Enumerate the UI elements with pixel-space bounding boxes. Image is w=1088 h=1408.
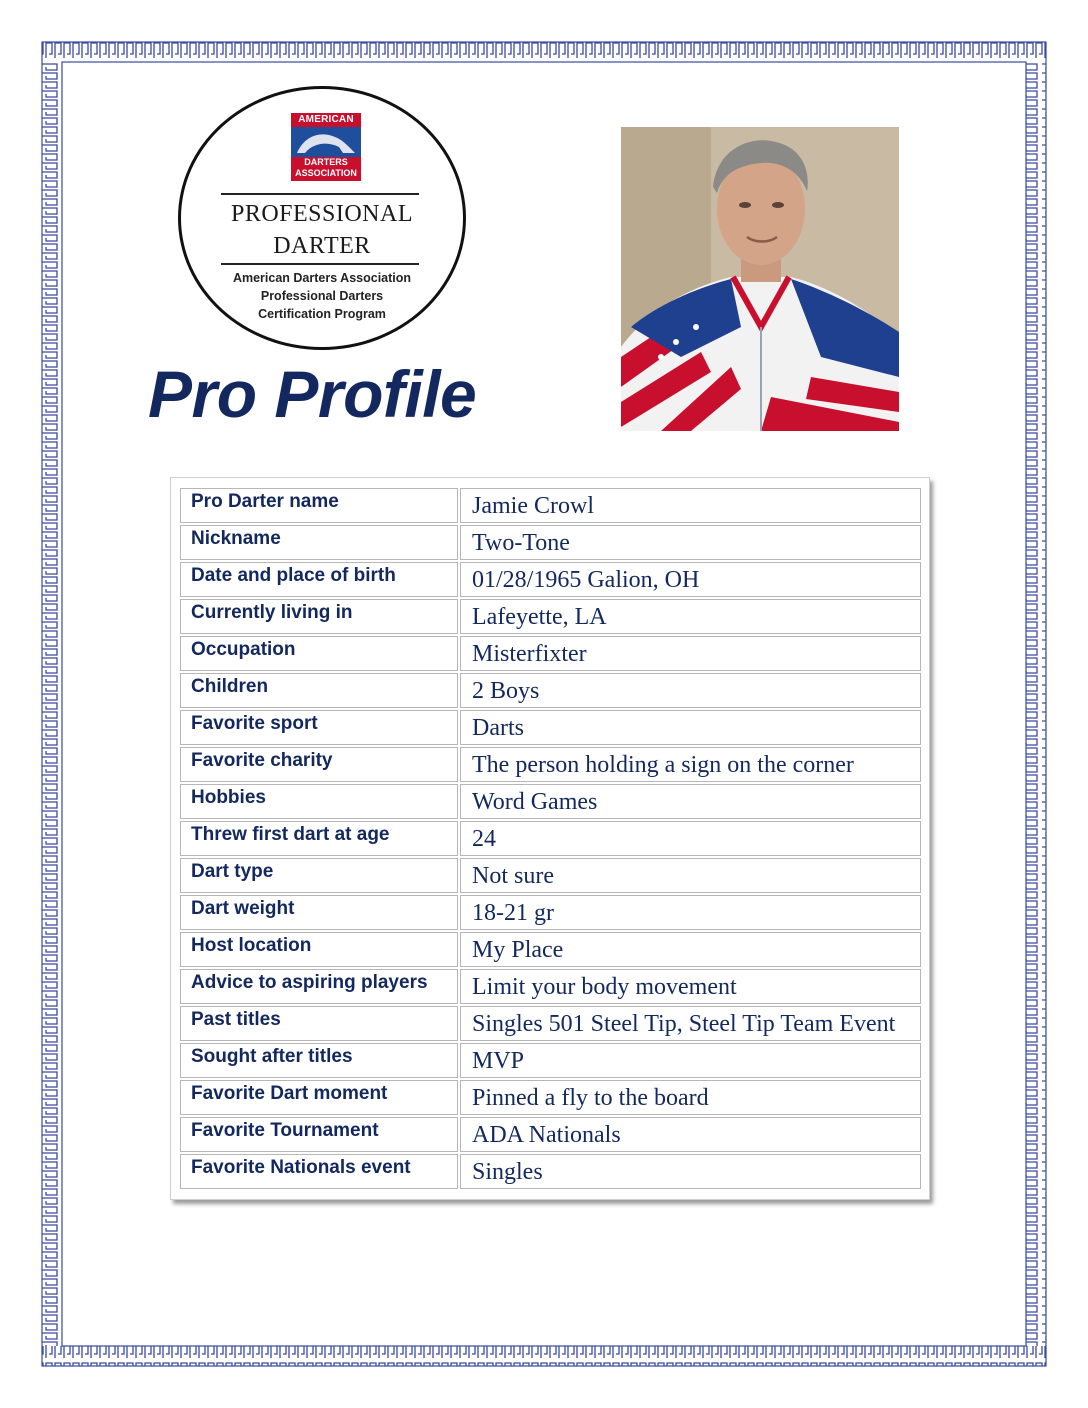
field-label: Favorite Tournament bbox=[180, 1117, 458, 1152]
field-label: Date and place of birth bbox=[180, 562, 458, 597]
table-row bbox=[180, 895, 921, 930]
field-label: Occupation bbox=[180, 636, 458, 671]
table-row bbox=[180, 1006, 921, 1041]
field-value: 01/28/1965 Galion, OH bbox=[460, 562, 921, 597]
table-row bbox=[180, 562, 921, 597]
field-value: My Place bbox=[460, 932, 921, 967]
page-title: Pro Profile bbox=[148, 357, 477, 431]
logo-bottom-text bbox=[291, 157, 361, 181]
field-value: Singles bbox=[460, 1154, 921, 1189]
field-label: Host location bbox=[180, 932, 458, 967]
table-row bbox=[180, 821, 921, 856]
table-row bbox=[180, 1117, 921, 1152]
badge-subtitle-2: Professional Darters bbox=[260, 289, 384, 303]
table-row bbox=[180, 525, 921, 560]
table-row bbox=[180, 599, 921, 634]
table-row bbox=[180, 969, 921, 1004]
table-row bbox=[180, 488, 921, 523]
field-value: MVP bbox=[460, 1043, 921, 1078]
professional-darter-badge bbox=[178, 86, 466, 350]
field-value: Word Games bbox=[460, 784, 921, 819]
field-label: Pro Darter name bbox=[180, 488, 458, 523]
field-label: Sought after titles bbox=[180, 1043, 458, 1078]
field-label: Dart type bbox=[180, 858, 458, 893]
logo-darters-text: DARTERS bbox=[304, 157, 348, 167]
field-value: Pinned a fly to the board bbox=[460, 1080, 921, 1115]
field-value: 18-21 gr bbox=[460, 895, 921, 930]
field-label: Dart weight bbox=[180, 895, 458, 930]
table-row bbox=[180, 747, 921, 782]
profile-table bbox=[170, 477, 930, 1200]
field-label: Favorite Dart moment bbox=[180, 1080, 458, 1115]
field-value: Misterfixter bbox=[460, 636, 921, 671]
field-value: Singles 501 Steel Tip, Steel Tip Team Event bbox=[460, 1006, 921, 1041]
field-value: Not sure bbox=[460, 858, 921, 893]
field-label: Favorite Nationals event bbox=[180, 1154, 458, 1189]
table-row bbox=[180, 1080, 921, 1115]
field-value: 24 bbox=[460, 821, 921, 856]
field-value: Two-Tone bbox=[460, 525, 921, 560]
table-row bbox=[180, 1154, 921, 1189]
table-row bbox=[180, 673, 921, 708]
logo-top-text: AMERICAN bbox=[291, 113, 361, 127]
field-label: Hobbies bbox=[180, 784, 458, 819]
badge-title-professional: PROFESSIONAL bbox=[230, 201, 414, 227]
field-label: Past titles bbox=[180, 1006, 458, 1041]
field-value: Limit your body movement bbox=[460, 969, 921, 1004]
field-label: Favorite charity bbox=[180, 747, 458, 782]
field-value: Jamie Crowl bbox=[460, 488, 921, 523]
field-value: ADA Nationals bbox=[460, 1117, 921, 1152]
logo-emblem bbox=[291, 127, 361, 157]
profile-photo bbox=[621, 127, 899, 431]
table-row bbox=[180, 636, 921, 671]
table-row bbox=[180, 784, 921, 819]
field-value: The person holding a sign on the corner bbox=[460, 747, 921, 782]
field-value: Lafeyette, LA bbox=[460, 599, 921, 634]
table-row bbox=[180, 858, 921, 893]
table-row bbox=[180, 932, 921, 967]
logo-association-text: ASSOCIATION bbox=[295, 168, 357, 178]
field-value: Darts bbox=[460, 710, 921, 745]
badge-title-darter: DARTER bbox=[273, 233, 371, 259]
badge-rule-bottom bbox=[221, 263, 419, 265]
badge-rule-top bbox=[221, 193, 419, 195]
table-row bbox=[180, 710, 921, 745]
field-label: Threw first dart at age bbox=[180, 821, 458, 856]
field-label: Currently living in bbox=[180, 599, 458, 634]
badge-subtitle-1: American Darters Association bbox=[232, 271, 412, 285]
field-label: Nickname bbox=[180, 525, 458, 560]
badge-subtitle-3: Certification Program bbox=[258, 307, 386, 321]
table-row bbox=[180, 1043, 921, 1078]
ada-logo bbox=[291, 113, 361, 181]
field-label: Children bbox=[180, 673, 458, 708]
field-value: 2 Boys bbox=[460, 673, 921, 708]
field-label: Advice to aspiring players bbox=[180, 969, 458, 1004]
field-label: Favorite sport bbox=[180, 710, 458, 745]
